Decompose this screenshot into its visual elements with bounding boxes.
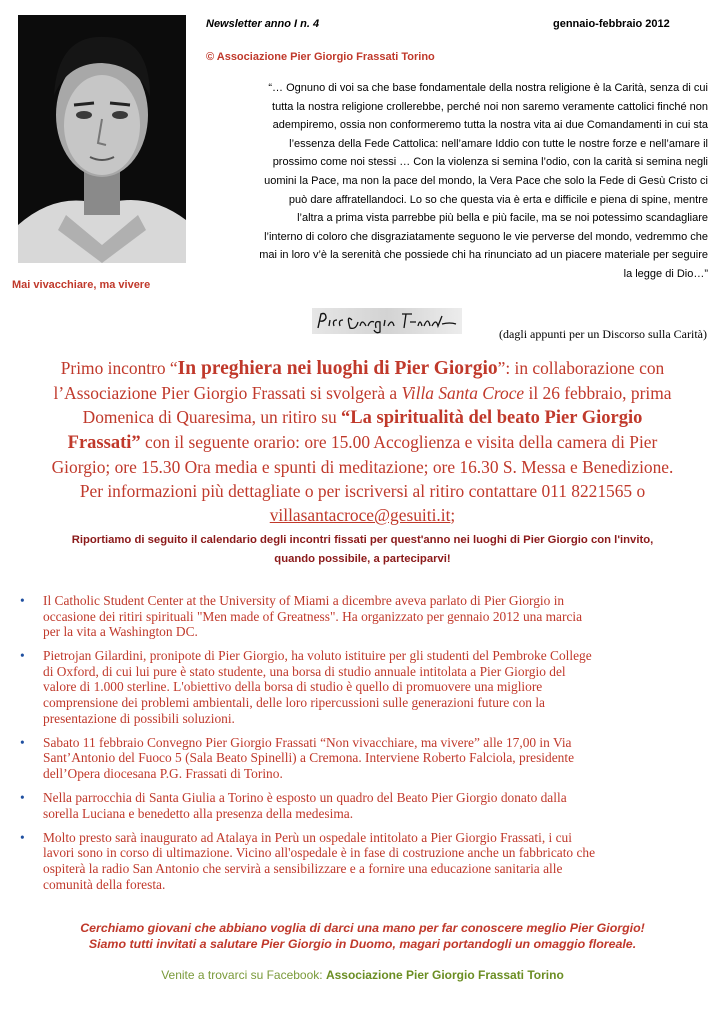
list-item-text [43, 790, 716, 821]
event-line: Giorgio; ore 15.30 Ora media e spunti di meditazione; ore 16.30 S. Messa e Benedizione. [51, 457, 674, 477]
event-text: il 26 febbraio, prima [524, 383, 672, 403]
list-item-text [43, 830, 716, 892]
quote-source: (dagli appunti per un Discorso sulla Carità) [499, 327, 707, 341]
facebook-page-link[interactable]: Associazione Pier Giorgio Frassati Torino [325, 968, 564, 982]
list-item-line: ospiterà la radio San Antonio che servirà a sensibilizzare e a fornire una educazione sanitaria alle [43, 860, 563, 876]
event-text: ”: in collaborazione con [497, 358, 665, 378]
newsletter-issue: Newsletter anno I n. 4 [206, 18, 320, 30]
appeal-line: Siamo tutti invitati a salutare Pier Giorgio in Duomo, magari portandogli un omaggio floreale. [88, 937, 637, 951]
photo-caption: Mai vivacchiare, ma vivere [12, 279, 151, 291]
event-line [14, 356, 711, 381]
calendar-intro [14, 531, 711, 569]
event-line [14, 405, 711, 430]
quote-line: uomini la Pace, ma non la pace del mondo, la Vera Pace che solo la Fede di Gesù Cristo ci [264, 174, 708, 187]
quote-line: tutta la nostra religione crollerebbe, perché noi non saremo veramente cattolici finché non [272, 100, 708, 113]
list-item-line: Sabato 11 febbraio Convegno Pier Giorgio Frassati “Non vivacchiare, ma vivere” alle 17,00 in Via [43, 734, 572, 750]
portrait-image [18, 15, 186, 263]
list-item-line: presentazione di possibili soluzioni. [43, 710, 235, 726]
list-item-line: Sant’Antonio del Fuoco 5 (Sala Beato Spinelli) a Cremona. Interviene Roberto Falciola, presidente [43, 750, 575, 766]
event-place: Villa Santa Croce [401, 383, 525, 403]
event-text: l’Associazione Pier Giorgio Frassati si svolgerà a [53, 383, 402, 403]
list-item-line: Pietrojan Gilardini, pronipote di Pier Giorgio, ha voluto istituire per gli studenti del Pembroke College [43, 648, 592, 664]
quote-line: l’essenza della Fede Cattolica: nell’amare Iddio con tutte le nostre forze e nell’amare il [289, 137, 708, 150]
frassati-quote [200, 79, 708, 284]
facebook-prefix: Venite a trovarci su Facebook: [161, 968, 326, 982]
event-title: In preghiera nei luoghi di Pier Giorgio [177, 358, 498, 379]
portrait-photo [18, 15, 186, 263]
list-item-line: Nella parrocchia di Santa Giulia a Torino è esposto un quadro del Beato Pier Giorgio donato dalla [43, 790, 567, 806]
volunteer-appeal [14, 920, 711, 952]
quote-line: mai in loro v’è la serenità che possiede chi ha rinunciato ad un piacere materiale per seguire [259, 249, 708, 262]
list-item-text [43, 648, 716, 726]
quote-line: adempiremo, ossia non conformeremo tutta la nostra vita ai due Comandamenti in cui sta [272, 119, 708, 132]
newsletter-date: gennaio-febbraio 2012 [553, 18, 670, 30]
list-item-line: occasione dei ritiri spirituali "Men made of Greatness". Ha organizzato per gennaio 2012 una marcia [43, 608, 583, 624]
event-announcement [14, 356, 711, 527]
list-item-line: di Oxford, di cui lui pure è stato studente, una borsa di studio annuale intitolata a Pier Giorgio del [43, 663, 566, 679]
event-line [14, 503, 711, 527]
contact-email-link[interactable]: villasantacroce@gesuiti.it [269, 505, 451, 525]
quote-line: “… Ognuno di voi sa che base fondamentale della nostra religione è la Carità, senza di cui [268, 82, 708, 94]
event-line: Per informazioni più dettagliate o per iscriversi al ritiro contattare 011 8221565 o [79, 481, 646, 501]
bullet-icon: • [20, 790, 25, 806]
quote-line: l’altra a prima vista parrebbe più bella e più facile, ma se noi potessimo scandagliare [297, 212, 708, 225]
list-item [14, 830, 716, 892]
events-list [14, 593, 716, 901]
bullet-icon: • [20, 734, 25, 750]
event-line [14, 381, 711, 405]
event-text: ; [450, 505, 456, 525]
quote-line: l’interno di coloro che disgraziatamente seguono le vie perverse del mondo, vedremmo che [264, 230, 708, 243]
list-item-line: lavori sono in corso di ultimazione. Vicino all'ospedale è in fase di costruzione anche un fabbricato che [43, 845, 596, 861]
list-item-text [43, 593, 716, 640]
appeal-line: Cerchiamo giovani che abbiano voglia di darci una mano per far conoscere meglio Pier Giorgio! [80, 921, 645, 935]
list-item [14, 593, 716, 640]
event-text: Domenica di Quaresima, un ritiro su [82, 407, 342, 427]
handwritten-signature [312, 306, 462, 336]
bullet-icon: • [20, 593, 25, 608]
list-item-line: per la vita a Washington DC. [43, 624, 198, 640]
quote-line: prossimo come noi stessi … Con la violenza si semina l’odio, con la carità si semina negli [272, 156, 708, 169]
retreat-title: “La spiritualità del beato Pier Giorgio [341, 408, 643, 428]
bullet-icon: • [20, 648, 25, 664]
event-line [14, 430, 711, 455]
copyright-line: © Associazione Pier Giorgio Frassati Torino [206, 51, 435, 63]
list-item-line: sorella Luciana e benedetto alla presenza della medesima. [43, 805, 354, 821]
list-item-line: Molto presto sarà inaugurato ad Atalaya in Perù un ospedale intitolato a Pier Giorgio Frassati, i cui [43, 829, 572, 845]
bullet-icon: • [20, 829, 25, 845]
calendar-intro-line: Riportiamo di seguito il calendario degli incontri fissati per quest'anno nei luoghi di Pier Giorgio con l'invito, [71, 534, 654, 546]
retreat-title-end: Frassati” [67, 433, 141, 453]
calendar-intro-line: quando possibile, a parteciparvi! [274, 553, 451, 565]
list-item [14, 648, 716, 726]
event-text: con il seguente orario: ore 15.00 Accoglienza e visita della camera di Pier [140, 432, 658, 452]
list-item [14, 735, 716, 782]
quote-line: può dare affratellandoci. Lo so che questa via è erta e difficile e piena di spine, mentre [288, 193, 708, 206]
list-item-line: comprensione dei problemi ambientali, delle loro ripercussioni sulle generazioni future con la [43, 695, 545, 711]
quote-line: la legge di Dio…” [623, 267, 708, 280]
event-text: Primo incontro “ [60, 358, 178, 378]
list-item-line: dell’Opera diocesana P.G. Frassati di Torino. [43, 765, 283, 781]
list-item-line: comunità della foresta. [43, 876, 166, 892]
list-item-text [43, 735, 716, 782]
list-item-line: valore di 1.000 sterline. L'obiettivo della borsa di studio è quello di promuovere una migliore [43, 679, 543, 695]
facebook-footer [14, 968, 711, 982]
signature-image [312, 306, 462, 336]
list-item [14, 790, 716, 821]
list-item-line: Il Catholic Student Center at the University of Miami a dicembre aveva parlato di Pier Giorgio in [43, 593, 565, 608]
